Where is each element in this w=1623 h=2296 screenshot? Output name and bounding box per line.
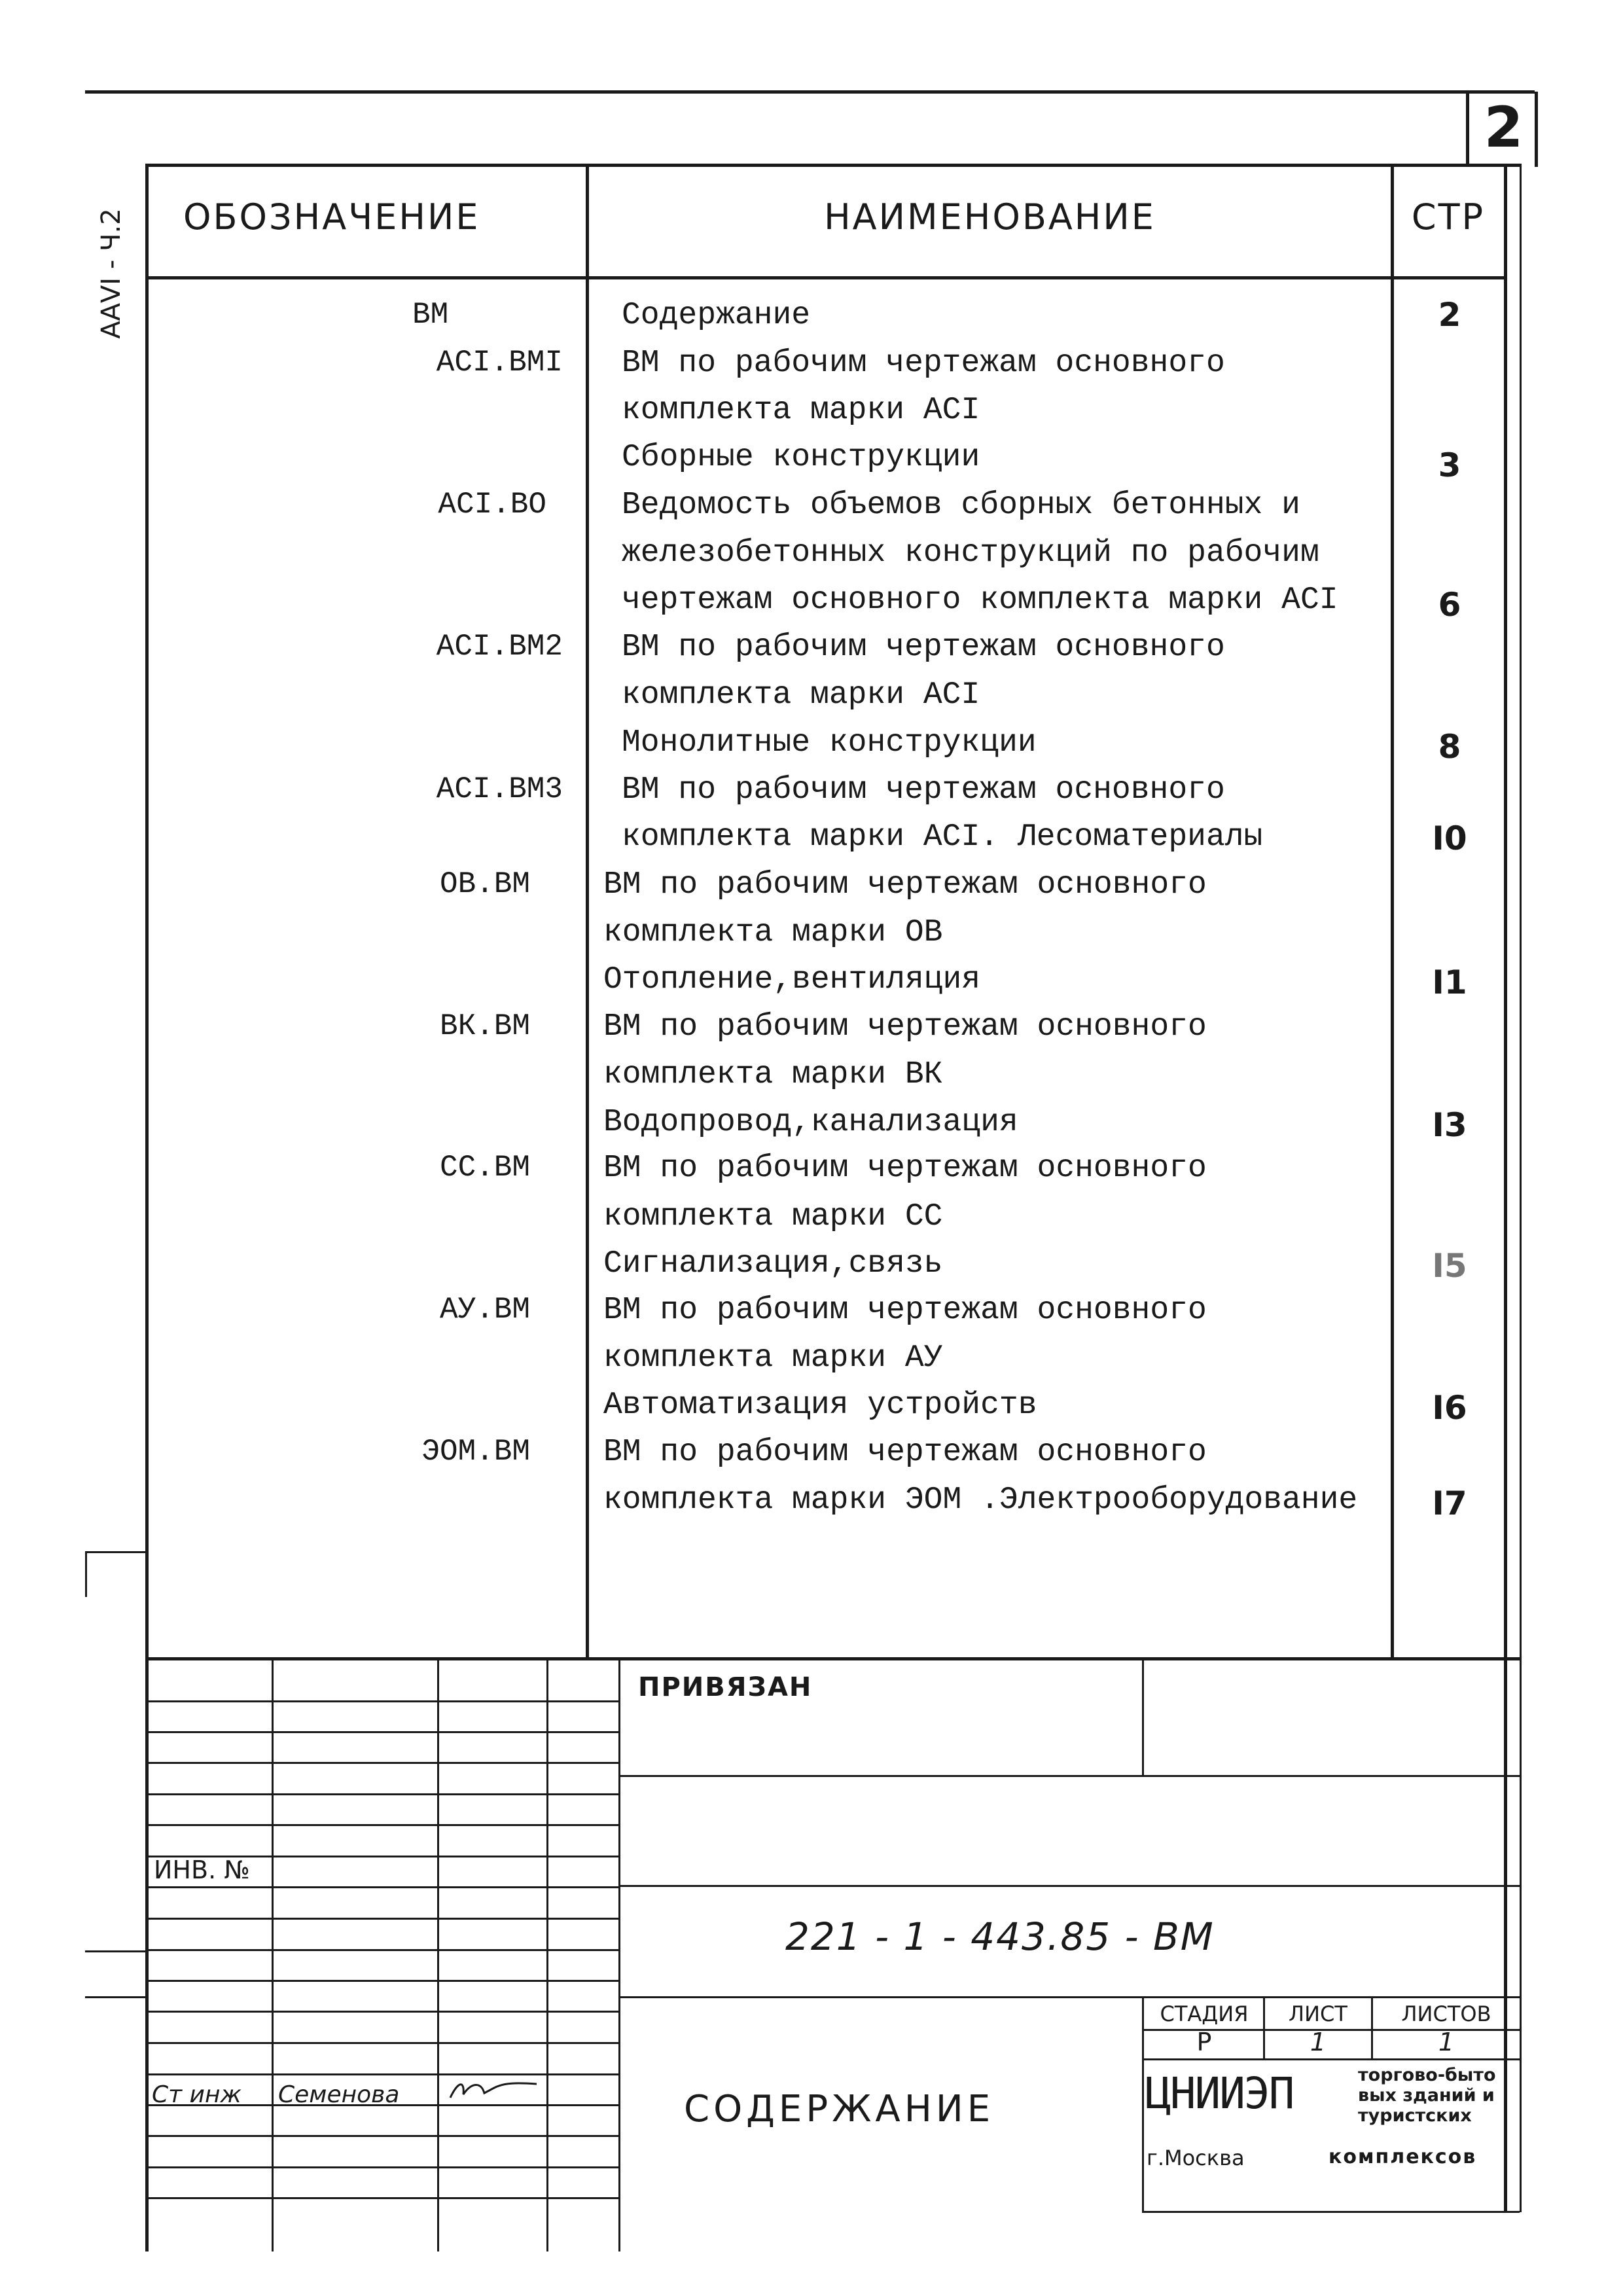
tb-row-line (145, 1980, 618, 1982)
code-as1-vm1: АСI.ВМI (436, 346, 563, 380)
page-number: I0 (1432, 819, 1467, 857)
frame-outer-right-line (1520, 164, 1522, 2212)
name-line: ВМ по рабочим чертежам основного (622, 346, 1225, 381)
name-line: Монолитные конструкции (622, 725, 1037, 761)
tb-row-line (145, 2042, 618, 2044)
signature-mark (445, 2075, 543, 2104)
header-bottom-line (145, 276, 1504, 279)
page-number: I1 (1432, 963, 1467, 1001)
page-number: 3 (1438, 446, 1461, 484)
name-line: ВМ по рабочим чертежам основного (622, 630, 1225, 665)
sheet-number-box-right (1535, 92, 1538, 167)
code-as1-vo: АСI.ВО (438, 488, 546, 522)
document-title: СОДЕРЖАНИЕ (684, 2088, 995, 2130)
name-line: ВМ по рабочим чертежам основного (603, 1151, 1207, 1186)
name-line: комплекта марки АСI (622, 677, 980, 713)
frame-left-line (145, 164, 149, 2251)
tb-row-line (145, 1793, 618, 1795)
page-number: I5 (1432, 1247, 1467, 1285)
tb-col-line (618, 1659, 620, 2251)
tb-row-line (145, 2073, 618, 2075)
frame-top-line (145, 164, 1520, 167)
name-line: Автоматизация устройств (603, 1388, 1037, 1423)
name-line: железобетонных конструкций по рабочим (622, 535, 1319, 571)
name-line: ВМ по рабочим чертежам основного (603, 1435, 1207, 1470)
title-block-top-line (145, 1657, 1520, 1660)
name-line: ВМ по рабочим чертежам основного (622, 772, 1225, 808)
tb-row-line (145, 2135, 618, 2137)
code-vm: ВМ (412, 298, 449, 332)
tb-row-line (145, 2166, 618, 2168)
page-number: 2 (1438, 296, 1461, 334)
margin-line-3 (85, 1950, 145, 1952)
sheet-number: 2 (1484, 95, 1524, 160)
name-line: комплекта марки ВК (603, 1057, 943, 1092)
name-line: Содержание (622, 298, 811, 333)
tb-privyazan-bottom (618, 1775, 1520, 1777)
tb-row-line (145, 2011, 618, 2013)
tb-col-line (437, 1659, 439, 2251)
tb-row-line (145, 1918, 618, 1920)
col-divider-2 (1391, 164, 1394, 1659)
sheets-value: 1 (1438, 2028, 1455, 2056)
header-name: НАИМЕНОВАНИЕ (824, 196, 1156, 238)
tb-bottom-line (1142, 2211, 1520, 2213)
name-line: ВМ по рабочим чертежам основного (603, 867, 1207, 903)
code-as1-vm3: АСI.ВМ3 (436, 772, 563, 806)
document-number: 221 - 1 - 443.85 - ВМ (785, 1914, 1215, 1959)
tb-row-line (145, 1949, 618, 1951)
role-text: Ст инж (152, 2081, 241, 2108)
name-line: комплекта марки АСI. Лесоматериалы (622, 819, 1263, 855)
privyazan-label: ПРИВЯЗАН (638, 1672, 813, 1702)
tb-col-line (272, 1659, 274, 2251)
code-vk-vm: ВК.ВМ (439, 1009, 530, 1043)
tb-row-line (145, 1700, 618, 1702)
name-line: чертежам основного комплекта марки АСI (622, 583, 1338, 618)
page-number: I3 (1432, 1106, 1467, 1144)
tb-row-line (145, 1762, 618, 1764)
name-line: Отопление,вентиляция (603, 962, 981, 997)
name-line: Водопровод,канализация (603, 1105, 1018, 1140)
organization-line: вых зданий и (1358, 2085, 1495, 2106)
margin-line-4 (85, 1996, 145, 1998)
name-line: Ведомость объемов сборных бетонных и (622, 488, 1300, 523)
name-line: ВМ по рабочим чертежам основного (603, 1293, 1207, 1328)
page-number: 8 (1438, 728, 1461, 766)
tb-row-line (145, 2197, 618, 2199)
stage-value: Р (1196, 2028, 1212, 2056)
organization-logo: ЦНИИЭП (1145, 2068, 1294, 2119)
tb-privyazan-divider (1142, 1659, 1144, 1775)
code-ov-vm: ОВ.ВМ (439, 867, 530, 901)
page-number: I6 (1432, 1389, 1467, 1427)
margin-line-2 (85, 1551, 87, 1597)
code-ss-vm: СС.ВМ (439, 1151, 530, 1185)
header-designation: ОБОЗНАЧЕНИЕ (183, 196, 480, 238)
inv-number-label: ИНВ. № (154, 1856, 250, 1884)
tb-docnum-top (618, 1885, 1520, 1887)
name-line: Сборные конструкции (622, 440, 980, 475)
col-divider-1 (586, 164, 589, 1659)
sheets-label: ЛИСТОВ (1401, 2001, 1491, 2026)
name-line: ВМ по рабочим чертежам основного (603, 1009, 1207, 1045)
person-name: Семенова (278, 2081, 400, 2108)
page-number: I7 (1432, 1484, 1467, 1522)
tb-row-line (145, 1824, 618, 1826)
stage-label: СТАДИЯ (1160, 2001, 1249, 2026)
sheet-label: ЛИСТ (1289, 2001, 1347, 2026)
tb-docnum-bottom (618, 1996, 1520, 1998)
name-line: комплекта марки ОВ (603, 915, 943, 950)
organization-city: г.Москва (1147, 2145, 1245, 2170)
organization-line: туристских (1358, 2106, 1472, 2126)
name-line: Сигнализация,связь (603, 1246, 943, 1282)
header-page: СТР (1411, 196, 1486, 238)
name-line: комплекта марки ЭОМ .Электрооборудование (603, 1482, 1358, 1518)
side-label: ААVI - Ч.2 (96, 208, 126, 339)
tb-col-line (546, 1659, 548, 2251)
sheet-value: 1 (1310, 2028, 1327, 2056)
name-line: комплекта марки АУ (603, 1340, 943, 1376)
sheet-number-box-left (1466, 92, 1469, 167)
page-number: 6 (1438, 586, 1461, 624)
code-au-vm: АУ.ВМ (439, 1293, 530, 1327)
tb-row-line (145, 1731, 618, 1733)
tb-row-line (145, 1886, 618, 1888)
code-eom-vm: ЭОМ.ВМ (421, 1435, 530, 1469)
name-line: комплекта марки АСI (622, 393, 980, 428)
tb-stage-row (1142, 2058, 1520, 2060)
code-as1-vm2: АСI.ВМ2 (436, 630, 563, 664)
organization-line: торгово-быто (1358, 2065, 1496, 2085)
name-line: комплекта марки СС (603, 1199, 943, 1234)
organization-line: комплексов (1329, 2145, 1477, 2168)
top-border-line (85, 90, 1535, 94)
margin-line-1 (85, 1551, 145, 1553)
